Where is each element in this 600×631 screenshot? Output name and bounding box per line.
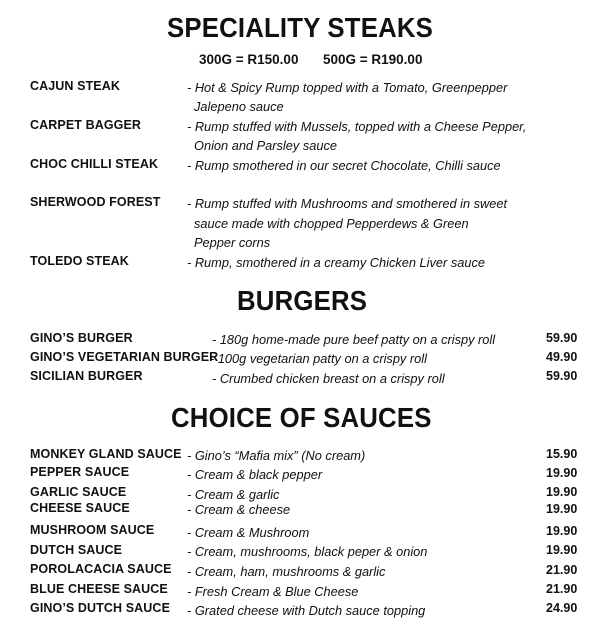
sauce-desc: - Gino’s “Mafia mix” (No cream) [187, 448, 366, 463]
sauce-price: 19.90 [546, 485, 578, 499]
sauce-name: MONKEY GLAND SAUCE [30, 447, 182, 461]
sauce-desc: - Grated cheese with Dutch sauce topping [187, 603, 426, 618]
steak-desc: - Rump stuffed with Mussels, topped with a Cheese Pepper, [187, 119, 527, 134]
sauce-desc: - Cream, ham, mushrooms & garlic [187, 564, 386, 579]
burger-name: SICILIAN BURGER [30, 369, 143, 383]
sauce-name: DUTCH SAUCE [30, 543, 123, 557]
burger-price: 49.90 [546, 350, 578, 364]
steak-name: CHOC CHILLI STEAK [30, 157, 159, 171]
sauce-price: 19.90 [546, 543, 578, 557]
sauce-name: PEPPER SAUCE [30, 465, 130, 479]
sauce-price: 15.90 [546, 447, 578, 461]
steaks-heading: SPECIALITY STEAKS [167, 12, 434, 43]
steak-desc: Onion and Parsley sauce [194, 138, 337, 153]
sauce-price: 19.90 [546, 466, 578, 480]
steak-name: CARPET BAGGER [30, 118, 142, 132]
burger-name: GINO’S VEGETARIAN BURGER [30, 350, 219, 364]
steak-desc: Jalepeno sauce [194, 99, 284, 114]
sauce-desc: - Cream & cheese [187, 502, 291, 517]
sauce-price: 21.90 [546, 563, 578, 577]
burgers-heading: BURGERS [237, 285, 368, 316]
burger-desc: - 100g vegetarian patty on a crispy roll [210, 351, 427, 366]
burger-desc: - Crumbed chicken breast on a crispy roll [212, 371, 445, 386]
steak-desc: - Hot & Spicy Rump topped with a Tomato, Greenpepper [187, 80, 508, 95]
sauce-desc: - Cream & Mushroom [187, 525, 310, 540]
sauce-name: CHEESE SAUCE [30, 501, 130, 515]
steak-name: TOLEDO STEAK [30, 254, 129, 268]
steak-name: SHERWOOD FOREST [30, 195, 161, 209]
steak-desc: - Rump, smothered in a creamy Chicken Liver sauce [187, 255, 486, 270]
steak-price-500g: 500G = R190.00 [323, 52, 423, 67]
sauce-name: GINO’S DUTCH SAUCE [30, 601, 171, 615]
sauce-name: MUSHROOM SAUCE [30, 523, 155, 537]
steak-desc: sauce made with chopped Pepperdews & Green [194, 216, 469, 231]
sauce-price: 21.90 [546, 582, 578, 596]
burger-name: GINO’S BURGER [30, 331, 133, 345]
sauces-heading: CHOICE OF SAUCES [171, 402, 432, 433]
sauce-price: 19.90 [546, 502, 578, 516]
sauce-price: 19.90 [546, 524, 578, 538]
burger-price: 59.90 [546, 369, 578, 383]
steak-name: CAJUN STEAK [30, 79, 120, 93]
sauce-name: POROLACACIA SAUCE [30, 562, 172, 576]
sauce-desc: - Cream, mushrooms, black peper & onion [187, 544, 428, 559]
sauce-price: 24.90 [546, 601, 578, 615]
steak-desc: - Rump stuffed with Mushrooms and smothered in sweet [187, 196, 508, 211]
steak-desc: Pepper corns [194, 235, 271, 250]
sauce-desc: - Cream & garlic [187, 487, 280, 502]
burger-price: 59.90 [546, 331, 578, 345]
burger-desc: - 180g home-made pure beef patty on a crispy roll [212, 332, 496, 347]
sauce-name: BLUE CHEESE SAUCE [30, 582, 168, 596]
steak-desc: - Rump smothered in our secret Chocolate, Chilli sauce [187, 158, 501, 173]
steak-price-300g: 300G = R150.00 [199, 52, 299, 67]
sauce-name: GARLIC SAUCE [30, 485, 127, 499]
sauce-desc: - Cream & black pepper [187, 467, 323, 482]
sauce-desc: - Fresh Cream & Blue Cheese [187, 584, 359, 599]
